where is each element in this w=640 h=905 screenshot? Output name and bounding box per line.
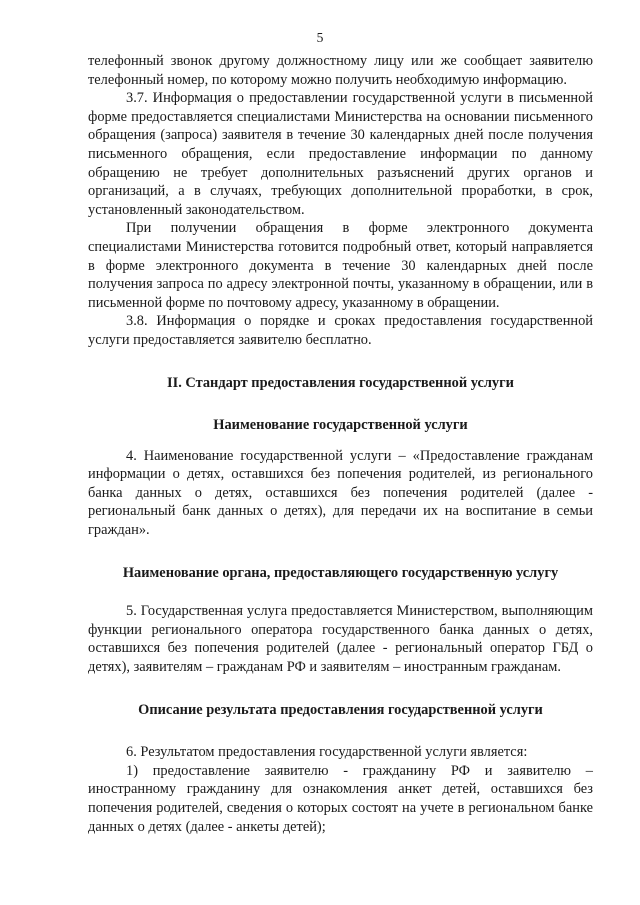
- paragraph-3-7: 3.7. Информация о предоставлении государственной услуги в письменной форме предоставляется специалистами Министерства на основании письменного обращения (запроса) заявителя в течение 30 календарных дней после получения письменного обращения, если предоставление информации по данному обращению не требует дополнительных разъяснений других органов и организаций, а в случаях, требующих дополнительной проработки, в срок, установленный законодательством.: [88, 90, 593, 218]
- paragraph-4: 4. Наименование государственной услуги – «Предоставление гражданам информации о детях, оставшихся без попечения родителей, из регионального банка данных о детях, оставшихся без попечения родителей (далее - региональный банк данных о детях), для передачи их на воспитание в семьи граждан».: [88, 447, 593, 539]
- paragraph-continuation: телефонный звонок другому должностному лицу или же сообщает заявителю телефонный номер, по которому можно получить необходимую информацию.: [88, 53, 593, 88]
- paragraph-3-8: 3.8. Информация о порядке и сроках предоставления государственной услуги предоставляется заявителю бесплатно.: [88, 313, 593, 348]
- paragraph-electronic-request: При получении обращения в форме электронного документа специалистами Министерства готовится подробный ответ, который направляется в форме электронного документа в течение 30 календарных дней после получения запроса по адресу электронной почты, указанному в обращении, или в письменной форме по почтовому адресу, указанному в обращении.: [88, 220, 593, 311]
- section-heading-standard: II. Стандарт предоставления государственной услуги: [167, 374, 514, 391]
- paragraph-6: 6. Результатом предоставления государственной услуги является:: [126, 744, 528, 761]
- paragraph-6-item-1: 1) предоставление заявителю - гражданину РФ и заявителю – иностранному гражданину для ознакомления анкет детей, оставшихся без попечения родителей, сведения о которых состоят на учете в региональном банке данных о детях (далее - анкеты детей);: [88, 762, 593, 835]
- paragraph-5: 5. Государственная услуга предоставляется Министерством, выполняющим функции регионального оператора государственного банка данных о детях, оставшихся без попечения родителей (далее - региональный оператор ГБД о детях), заявителям – гражданам РФ и заявителям – иностранным гражданам.: [88, 603, 593, 676]
- subheading-service-name: Наименование государственной услуги: [213, 417, 468, 434]
- document-body: [88, 52, 593, 836]
- page-number: 5: [316, 30, 324, 45]
- subheading-provider-name: Наименование органа, предоставляющего государственную услугу: [122, 564, 559, 581]
- subheading-result-description: Описание результата предоставления государственной услуги: [138, 701, 543, 718]
